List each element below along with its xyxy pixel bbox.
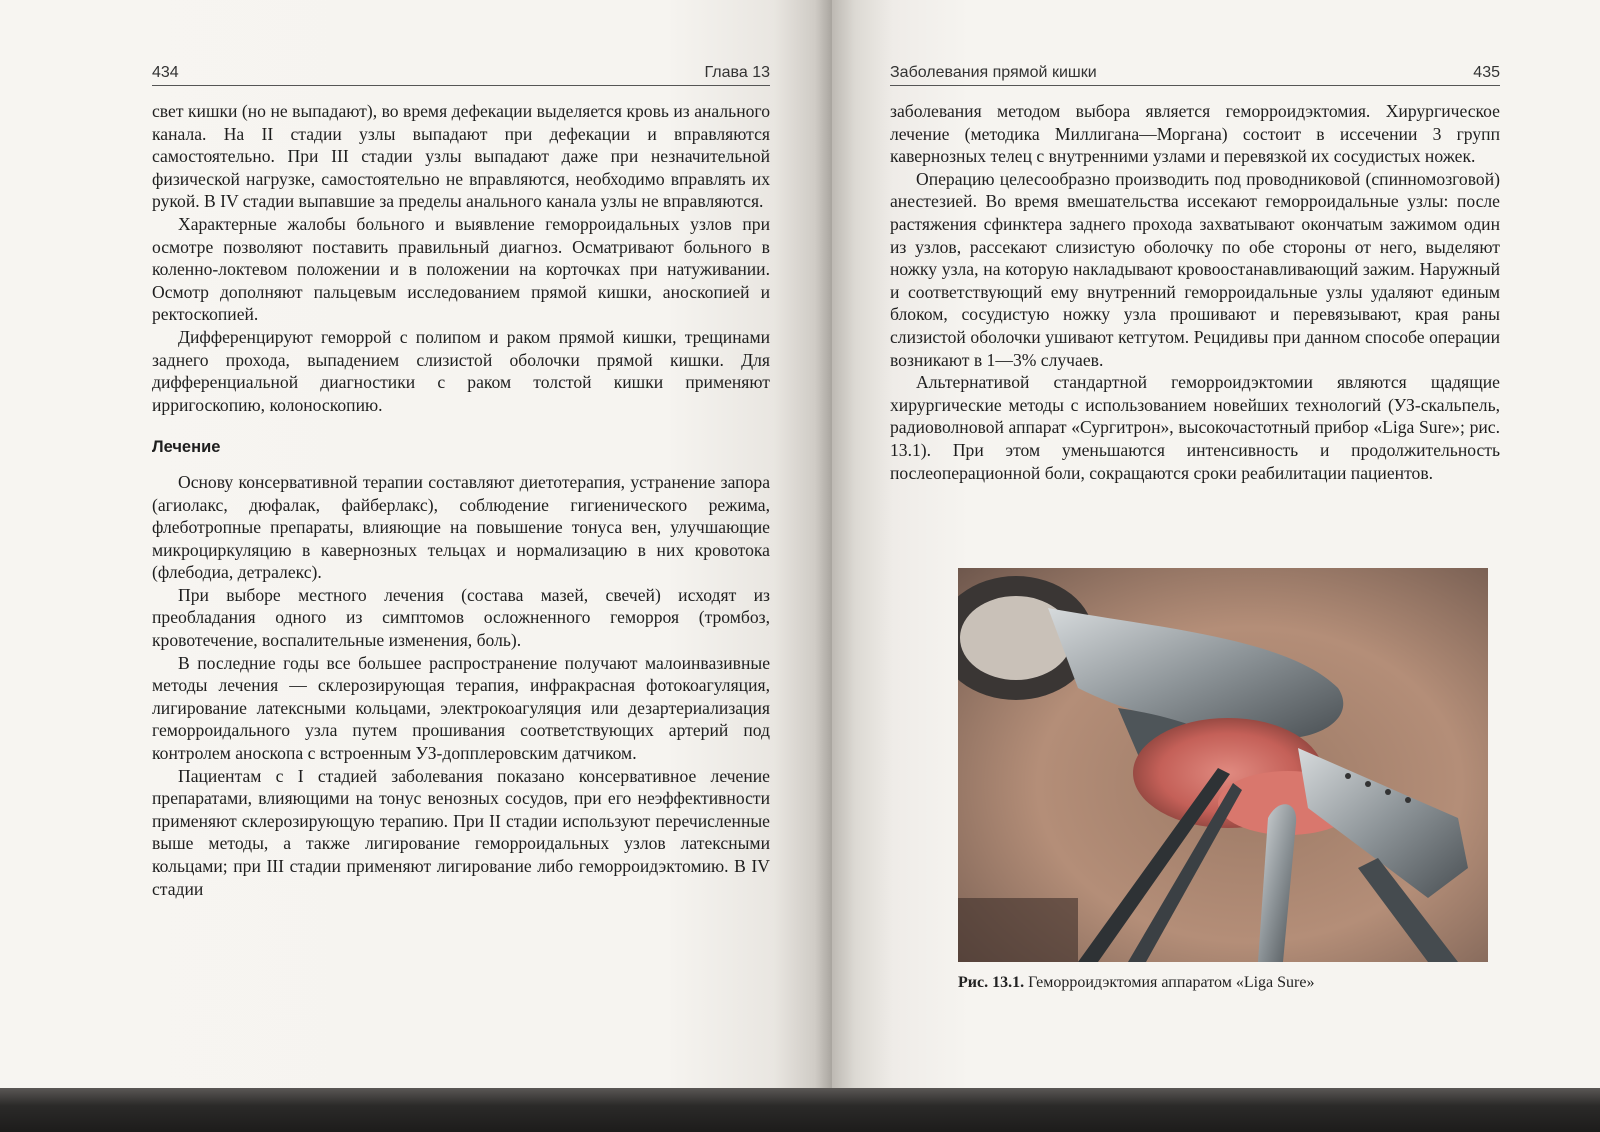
paragraph: Пациентам с I стадией заболевания показано консервативное лечение препаратами, влияющими на тонус венозных сосудов, при его неэффективности применяют склерозирующую терапию. При II стадии используют перечисленные выше методы, а также лигирование геморроидальных узлов латексными кольцами; при III стадии применяют лигирование либо геморроидэктомию. В IV стадии xyxy=(152,765,770,899)
figure-caption xyxy=(958,974,1488,992)
paragraph: свет кишки (но не выпадают), во время дефекации выделяется кровь из анального канала. На II стадии узлы выпадают при дефекации и вправляются самостоятельно. При III стадии узлы выпадают даже при незначительной физической нагрузке, самостоятельно не вправляются, необходимо вправлять их рукой. В IV стадии выпавшие за пределы анального канала узлы не вправляются. xyxy=(152,101,770,212)
paragraph: При выборе местного лечения (состава мазей, свечей) исходят из преобладания одного из симптомов осложненного геморроя (тромбоз, кровотечение, воспалительные изменения, боль). xyxy=(152,584,770,651)
paragraph: Альтернативой стандартной геморроидэктомии являются щадящие хирургические методы с использованием новейших технологий (УЗ-скальпель, радиоволновой аппарат «Сургитрон», высокочастотный прибор «Liga Sure»; рис. 13.1). При этом уменьшаются интенсивность и продолжительность послеоперационной боли, сокращаются сроки реабилитации пациентов. xyxy=(890,372,1500,483)
right-chapter-title: Заболевания прямой кишки xyxy=(890,64,1097,81)
section-heading: Лечение xyxy=(152,438,221,457)
left-running-head xyxy=(152,60,770,86)
book-bottom-edge xyxy=(0,1088,1600,1132)
right-text-block xyxy=(890,100,1500,484)
paragraph: Основу консервативной терапии составляют диетотерапия, устранение запора (агиолакс, дюфалак, файберлакс), соблюдение гигиенического режима, флеботропные препараты, влияющие на повышение тонуса вен, улучшающие микроциркуляцию в кавернозных тельцах и нормализацию в них кровотока (флебодиа, детралекс). xyxy=(152,471,770,583)
right-page-number: 435 xyxy=(1473,64,1500,81)
caption-text: Геморроидэктомия аппаратом «Liga Sure» xyxy=(1028,974,1315,991)
paragraph: В последние годы все большее распространение получают малоинвазивные методы лечения — склерозирующая терапия, инфракрасная фотокоагуляция, лигирование латексными кольцами, электрокоагуляция или дезартериализация геморроидального узла путем прошивания соответствующих артерий под контролем аноскопа с встроенным УЗ-допплеровским датчиком. xyxy=(152,652,770,764)
paragraph: Операцию целесообразно производить под проводниковой (спинномозговой) анестезией. Во время вмешательства иссекают геморроидальные узлы: после растяжения сфинктера заднего прохода захватывают окончатым зажимом один из узлов, рассекают слизистую оболочку по обе стороны от него, выделяют ножку узла, на которую накладывают кровоостанавливающий зажим. Наружный и соответствующий ему внутренний геморроидальные узлы удаляют единым блоком, сосудистую ножку узла прошивают и перевязывают, края раны слизистой оболочки ушивают кетгутом. Рецидивы при данном способе операции возникают в 1—3% случаев. xyxy=(890,168,1500,370)
left-chapter-title: Глава 13 xyxy=(704,64,770,81)
paragraph: Дифференцируют геморрой с полипом и раком прямой кишки, трещинами заднего прохода, выпадением слизистой оболочки прямой кишки. Для дифференциальной диагностики с раком толстой кишки применяют ирригоскопию, колоноскопию. xyxy=(152,326,770,415)
paragraph: заболевания методом выбора является геморроидэктомия. Хирургическое лечение (методика Миллигана—Моргана) состоит в иссечении 3 групп кавернозных телец с внутренними узлами и перевязкой их сосудистых ножек. xyxy=(890,101,1500,167)
right-running-head xyxy=(890,60,1500,86)
paragraph: Характерные жалобы больного и выявление геморроидальных узлов при осмотре позволяют поставить правильный диагноз. Осматривают больного в коленно-локтевом положении и в положении на корточках при натуживании. Осмотр дополняют пальцевым исследованием прямой кишки, аноскопией и ректоскопией. xyxy=(152,213,770,325)
left-page-number: 434 xyxy=(152,64,179,81)
left-text-block xyxy=(152,100,770,900)
caption-label: Рис. 13.1. xyxy=(958,974,1025,991)
surgical-photo xyxy=(958,568,1488,962)
right-page xyxy=(832,0,1600,1100)
